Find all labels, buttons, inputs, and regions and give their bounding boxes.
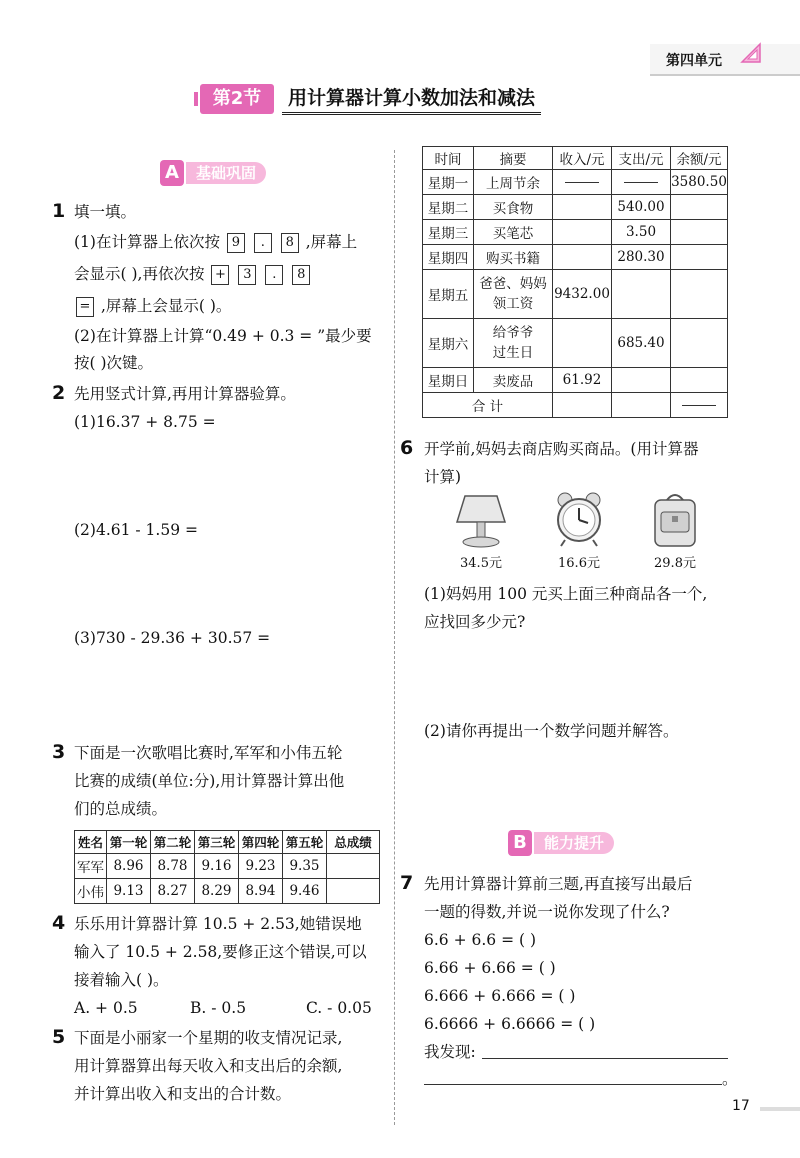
lamp-price: 34.5元 xyxy=(460,556,502,571)
ledger-total-expense xyxy=(612,393,671,418)
q7-equation-4: 6.6666 + 6.6666 = ( ) xyxy=(424,1015,596,1033)
ledger-header-cell: 摘要 xyxy=(474,147,553,170)
section-tag: 第2节 xyxy=(200,84,274,114)
score-cell: 9.35 xyxy=(282,854,326,879)
ledger-desc-line1: 爸爸、妈妈 xyxy=(479,276,547,292)
ledger-expense: 3.50 xyxy=(612,220,671,245)
ledger-desc xyxy=(474,319,553,368)
ledger-total-income xyxy=(553,393,612,418)
key-equals: = xyxy=(76,297,94,317)
alarm-clock-icon xyxy=(549,490,609,548)
q1-p1-text-c: 会显示( ),再依次按 xyxy=(74,265,205,283)
ledger-income xyxy=(553,170,612,195)
ledger-table xyxy=(422,146,728,418)
score-header-cell: 姓名 xyxy=(75,831,107,854)
ledger-day: 星期日 xyxy=(423,368,474,393)
table-row xyxy=(75,879,380,904)
key-8-2: 8 xyxy=(292,265,310,285)
ledger-income xyxy=(553,195,612,220)
q4-number: 4 xyxy=(52,912,66,934)
backpack-item xyxy=(640,490,710,571)
lamp-item xyxy=(446,492,516,571)
score-cell: 军军 xyxy=(75,854,107,879)
ledger-income xyxy=(553,245,612,270)
ledger-header-cell: 支出/元 xyxy=(612,147,671,170)
q1-p1-text-d: ,屏幕上会显示( )。 xyxy=(100,297,232,315)
ledger-balance xyxy=(671,319,728,368)
ledger-balance xyxy=(671,195,728,220)
q4-line-2: 输入了 10.5 + 2.58,要修正这个错误,可以 xyxy=(74,943,367,961)
ledger-header-cell: 余额/元 xyxy=(671,147,728,170)
q6-line-1: 开学前,妈妈去商店购买商品。(用计算器 xyxy=(424,440,699,458)
q7-line-2: 一题的得数,并说一说你发现了什么? xyxy=(424,903,670,921)
score-cell xyxy=(327,854,380,879)
q5-line-3: 并计算出收入和支出的合计数。 xyxy=(74,1085,292,1103)
key-dot: . xyxy=(254,233,272,253)
dash-mark xyxy=(565,182,599,183)
ledger-expense xyxy=(612,368,671,393)
q6-part1-line2: 应找回多少元? xyxy=(424,613,526,631)
page-bar xyxy=(760,1107,800,1111)
score-header-cell: 第一轮 xyxy=(106,831,150,854)
ledger-desc: 卖废品 xyxy=(474,368,553,393)
score-cell: 8.78 xyxy=(150,854,194,879)
triangle-ruler-icon xyxy=(740,42,762,64)
ledger-balance xyxy=(671,270,728,319)
unit-label: 第四单元 xyxy=(666,53,722,69)
q1-part2-line1: (2)在计算器上计算“0.49 + 0.3 = ”最少要 xyxy=(74,327,372,345)
ledger-day: 星期三 xyxy=(423,220,474,245)
clock-price: 16.6元 xyxy=(558,556,600,571)
key-dot-2: . xyxy=(265,265,283,285)
ledger-day: 星期一 xyxy=(423,170,474,195)
q4-line-1: 乐乐用计算器计算 10.5 + 2.53,她错误地 xyxy=(74,915,362,933)
dash-mark xyxy=(682,405,716,406)
column-divider xyxy=(394,150,395,1125)
ledger-day: 星期六 xyxy=(423,319,474,368)
backpack-price: 29.8元 xyxy=(654,556,696,571)
q2-item-1: (1)16.37 + 8.75 = xyxy=(74,413,216,431)
q1-part1-line3 xyxy=(74,295,231,317)
q1-part2-line2: 按( )次键。 xyxy=(74,354,154,372)
ledger-expense xyxy=(612,270,671,319)
ledger-desc: 买笔芯 xyxy=(474,220,553,245)
part-a-title: 基础巩固 xyxy=(186,162,266,184)
key-3: 3 xyxy=(238,265,256,285)
score-cell: 小伟 xyxy=(75,879,107,904)
ledger-desc-line2: 过生日 xyxy=(492,345,534,361)
q3-line-3: 们的总成绩。 xyxy=(74,800,168,818)
q1-number: 1 xyxy=(52,200,66,222)
unit-tab xyxy=(650,44,800,76)
q7-find-label: 我发现: xyxy=(424,1043,476,1061)
score-cell: 9.16 xyxy=(194,854,238,879)
ledger-income xyxy=(553,220,612,245)
part-b-title: 能力提升 xyxy=(534,832,614,854)
q7-equation-3: 6.666 + 6.666 = ( ) xyxy=(424,987,576,1005)
table-row xyxy=(423,170,728,195)
q1-part1-line2 xyxy=(74,263,312,285)
answer-line-2 xyxy=(424,1084,722,1085)
part-a-letter: A xyxy=(160,160,184,186)
q2-item-3: (3)730 - 29.36 + 30.57 = xyxy=(74,629,271,647)
q5-number: 5 xyxy=(52,1026,66,1048)
ledger-header-cell: 收入/元 xyxy=(553,147,612,170)
ledger-day: 星期五 xyxy=(423,270,474,319)
score-cell: 8.27 xyxy=(150,879,194,904)
ledger-desc-line1: 给爷爷 xyxy=(492,325,534,341)
ledger-balance: 3580.50 xyxy=(671,170,728,195)
score-header-cell: 第四轮 xyxy=(238,831,282,854)
score-header-cell: 总成绩 xyxy=(327,831,380,854)
ledger-desc: 上周节余 xyxy=(474,170,553,195)
score-header-cell: 第二轮 xyxy=(150,831,194,854)
q6-number: 6 xyxy=(400,437,414,459)
clock-item xyxy=(544,490,614,571)
ledger-expense xyxy=(612,170,671,195)
q1-title: 填一填。 xyxy=(74,203,137,221)
q4-option-b: B. - 0.5 xyxy=(190,999,247,1017)
q7-equation-2: 6.66 + 6.66 = ( ) xyxy=(424,959,556,977)
q6-part2: (2)请你再提出一个数学问题并解答。 xyxy=(424,722,679,740)
q1-p1-text-a: (1)在计算器上依次按 xyxy=(74,233,220,251)
ledger-desc-line2: 领工资 xyxy=(492,296,534,312)
table-row xyxy=(423,319,728,368)
table-row xyxy=(423,220,728,245)
ledger-income: 9432.00 xyxy=(553,270,612,319)
q5-line-1: 下面是小丽家一个星期的收支情况记录, xyxy=(74,1029,343,1047)
page-number: 17 xyxy=(732,1098,750,1114)
ledger-expense: 540.00 xyxy=(612,195,671,220)
q7-line-1: 先用计算器计算前三题,再直接写出最后 xyxy=(424,875,693,893)
ledger-desc xyxy=(474,270,553,319)
answer-line-1 xyxy=(482,1058,728,1059)
ledger-desc: 购买书籍 xyxy=(474,245,553,270)
q1-p1-text-b: ,屏幕上 xyxy=(305,233,358,251)
q3-line-2: 比赛的成绩(单位:分),用计算器计算出他 xyxy=(74,772,345,790)
q4-option-c: C. - 0.05 xyxy=(306,999,372,1017)
ledger-balance xyxy=(671,245,728,270)
table-row xyxy=(423,368,728,393)
score-header-cell: 第三轮 xyxy=(194,831,238,854)
score-cell: 9.23 xyxy=(238,854,282,879)
score-table xyxy=(74,830,380,904)
q4-line-3: 接着输入( )。 xyxy=(74,971,169,989)
backpack-icon xyxy=(645,490,705,548)
key-8: 8 xyxy=(281,233,299,253)
score-header-cell: 第五轮 xyxy=(282,831,326,854)
q2-item-2: (2)4.61 - 1.59 = xyxy=(74,521,198,539)
score-cell: 9.13 xyxy=(106,879,150,904)
key-plus: + xyxy=(211,265,229,285)
section-title: 用计算器计算小数加法和减法 xyxy=(282,84,541,115)
q2-title: 先用竖式计算,再用计算器验算。 xyxy=(74,385,296,403)
table-row xyxy=(423,270,728,319)
ledger-income: 61.92 xyxy=(553,368,612,393)
table-row xyxy=(423,195,728,220)
ledger-day: 星期二 xyxy=(423,195,474,220)
lamp-icon xyxy=(451,492,511,548)
key-9: 9 xyxy=(227,233,245,253)
ledger-day: 星期四 xyxy=(423,245,474,270)
score-cell: 9.46 xyxy=(282,879,326,904)
ledger-header-cell: 时间 xyxy=(423,147,474,170)
q6-part1-line1: (1)妈妈用 100 元买上面三种商品各一个, xyxy=(424,585,708,603)
ledger-balance xyxy=(671,220,728,245)
score-table-header xyxy=(75,831,380,854)
q2-number: 2 xyxy=(52,382,66,404)
ledger-total-label: 合 计 xyxy=(423,393,553,418)
q6-line-2: 计算) xyxy=(424,468,462,486)
ledger-expense: 685.40 xyxy=(612,319,671,368)
q7-equation-1: 6.6 + 6.6 = ( ) xyxy=(424,931,537,949)
q7-end-mark: 。 xyxy=(722,1070,738,1088)
table-row xyxy=(75,854,380,879)
score-cell: 8.96 xyxy=(106,854,150,879)
table-row xyxy=(423,245,728,270)
ledger-header xyxy=(423,147,728,170)
q7-number: 7 xyxy=(400,872,414,894)
q3-line-1: 下面是一次歌唱比赛时,军军和小伟五轮 xyxy=(74,744,343,762)
part-b-letter: B xyxy=(508,830,532,856)
part-a-badge xyxy=(160,160,290,186)
dash-mark xyxy=(624,182,658,183)
ledger-balance xyxy=(671,368,728,393)
q1-part1-line1 xyxy=(74,231,357,253)
ledger-expense: 280.30 xyxy=(612,245,671,270)
ledger-income xyxy=(553,319,612,368)
score-cell: 8.29 xyxy=(194,879,238,904)
score-cell: 8.94 xyxy=(238,879,282,904)
q5-line-2: 用计算器算出每天收入和支出后的余额, xyxy=(74,1057,343,1075)
ledger-total-balance xyxy=(671,393,728,418)
part-b-badge xyxy=(508,830,638,856)
ledger-total-row xyxy=(423,393,728,418)
q4-option-a: A. + 0.5 xyxy=(74,999,138,1017)
ledger-desc: 买食物 xyxy=(474,195,553,220)
score-cell xyxy=(327,879,380,904)
q3-number: 3 xyxy=(52,741,66,763)
